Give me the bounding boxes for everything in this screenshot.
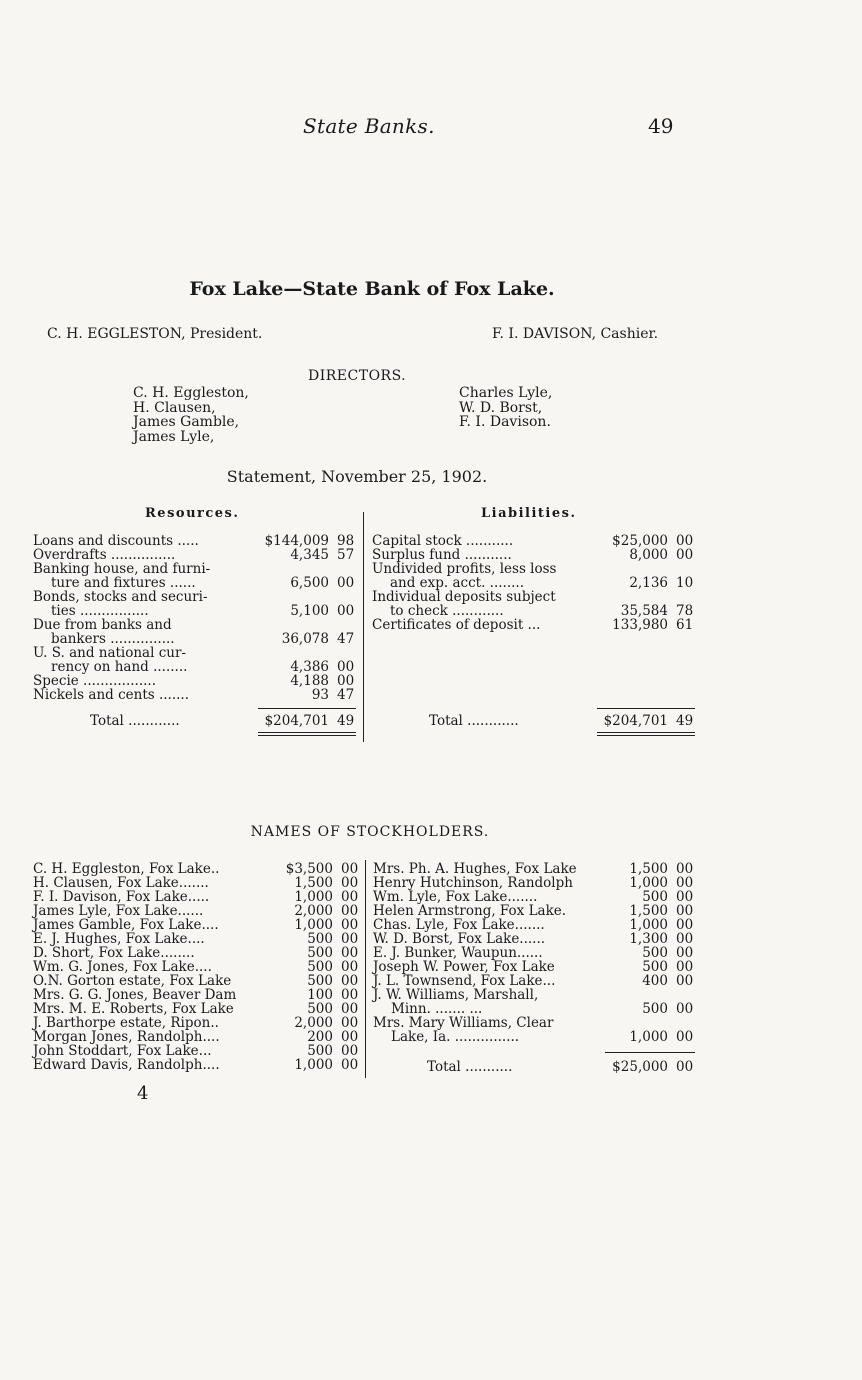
- entry-label: Morgan Jones, Randolph....: [33, 1029, 220, 1045]
- resources-heading: Resources.: [145, 506, 240, 521]
- entry-dollars: 4,386: [290, 659, 329, 675]
- entry-dollars: 1,500: [629, 861, 668, 877]
- stockholder-row: [33, 890, 363, 904]
- stockholder-row: [373, 988, 703, 1016]
- entry-label: Bonds, stocks and securi-: [33, 589, 208, 605]
- president: C. H. EGGLESTON, President.: [47, 326, 263, 342]
- total-dollars: $204,701: [603, 713, 668, 729]
- entry-cents: 00: [341, 959, 359, 975]
- entry-label: H. Clausen, Fox Lake.......: [33, 875, 209, 891]
- entry-dollars: 500: [642, 889, 668, 905]
- total-double-rule: [258, 735, 356, 736]
- bank-title: Fox Lake—State Bank of Fox Lake.: [189, 278, 555, 300]
- resource-row: [33, 562, 358, 590]
- entry-dollars: 1,000: [294, 1057, 333, 1073]
- stockholders-column-divider: [365, 860, 366, 1078]
- entry-cents: 00: [341, 973, 359, 989]
- entry-cents: 00: [341, 1001, 359, 1017]
- entry-cents: 00: [676, 945, 694, 961]
- sum-rule: [597, 708, 695, 709]
- entry-label: rency on hand ........: [51, 659, 188, 675]
- entry-label: Surplus fund ...........: [372, 547, 512, 563]
- folio-signature: 4: [137, 1083, 149, 1104]
- stockholder-row: [373, 876, 703, 890]
- entry-cents: 00: [676, 959, 694, 975]
- liability-row: [372, 590, 697, 618]
- entry-label: Mrs. Mary Williams, Clear: [373, 1015, 554, 1031]
- stockholder-row: [373, 946, 703, 960]
- entry-dollars: 200: [307, 1029, 333, 1045]
- entry-label: C. H. Eggleston, Fox Lake..: [33, 861, 220, 877]
- entry-label: Mrs. M. E. Roberts, Fox Lake: [33, 1001, 234, 1017]
- entry-cents: 00: [341, 945, 359, 961]
- entry-dollars: 2,000: [294, 1015, 333, 1031]
- entry-label: Chas. Lyle, Fox Lake.......: [373, 917, 545, 933]
- entry-dollars: 500: [642, 959, 668, 975]
- entry-dollars: 5,100: [290, 603, 329, 619]
- total-double-rule: [258, 732, 356, 733]
- entry-cents: 00: [676, 903, 694, 919]
- entry-label: J. L. Townsend, Fox Lake...: [373, 973, 556, 989]
- directors-left-list: [133, 386, 249, 444]
- entry-dollars: 500: [307, 1001, 333, 1017]
- stockholder-row: [373, 1016, 703, 1044]
- entry-cents: 00: [676, 875, 694, 891]
- stockholder-row: [33, 918, 363, 932]
- cashier: F. I. DAVISON, Cashier.: [492, 326, 659, 342]
- entry-label: ties ................: [51, 603, 149, 619]
- entry-label: W. D. Borst, Fox Lake......: [373, 931, 546, 947]
- entry-cents: 10: [676, 575, 694, 591]
- entry-cents: 00: [676, 1001, 694, 1017]
- entry-dollars: 1,300: [629, 931, 668, 947]
- entry-label: Edward Davis, Randolph....: [33, 1057, 220, 1073]
- liability-row: [372, 618, 697, 632]
- total-cents: 49: [676, 713, 694, 729]
- director-name: Charles Lyle,: [459, 385, 553, 401]
- entry-cents: 00: [676, 533, 694, 549]
- entry-dollars: 500: [642, 1001, 668, 1017]
- total-row: [372, 714, 697, 728]
- entry-dollars: 35,584: [620, 603, 668, 619]
- stockholder-row: [33, 1016, 363, 1030]
- entry-label: bankers ...............: [51, 631, 175, 647]
- stockholder-row: [33, 1044, 363, 1058]
- stockholder-row: [33, 1058, 363, 1072]
- entry-cents: 78: [676, 603, 694, 619]
- director-name: C. H. Eggleston,: [133, 385, 249, 401]
- directors-heading: DIRECTORS.: [308, 368, 407, 384]
- entry-label: E. J. Hughes, Fox Lake....: [33, 931, 205, 947]
- entry-cents: 00: [676, 973, 694, 989]
- total-cents: 00: [676, 1059, 694, 1075]
- entry-dollars: 8,000: [629, 547, 668, 563]
- entry-label: Undivided profits, less loss: [372, 561, 557, 577]
- entry-dollars: 1,500: [629, 903, 668, 919]
- entry-cents: 00: [341, 1043, 359, 1059]
- stockholder-row: [33, 862, 363, 876]
- liability-row: [372, 562, 697, 590]
- entry-dollars: 1,000: [629, 917, 668, 933]
- entry-label: Wm. Lyle, Fox Lake.......: [373, 889, 538, 905]
- entry-dollars: 4,188: [290, 673, 329, 689]
- liability-row: [372, 534, 697, 548]
- director-name: F. I. Davison.: [459, 414, 551, 430]
- entry-cents: 00: [676, 547, 694, 563]
- entry-dollars: 133,980: [612, 617, 668, 633]
- entry-dollars: 400: [642, 973, 668, 989]
- resource-row: [33, 674, 358, 688]
- entry-dollars: 500: [307, 945, 333, 961]
- running-title: State Banks.: [303, 114, 435, 138]
- entry-dollars: 4,345: [290, 547, 329, 563]
- sum-rule: [605, 1052, 695, 1053]
- stockholder-row: [33, 988, 363, 1002]
- total-dollars: $204,701: [264, 713, 329, 729]
- entry-dollars: 1,000: [294, 889, 333, 905]
- stockholder-row: [33, 960, 363, 974]
- director-name: W. D. Borst,: [459, 399, 543, 416]
- stockholder-row: [373, 904, 703, 918]
- total-double-rule: [597, 732, 695, 733]
- entry-label: Joseph W. Power, Fox Lake: [373, 959, 555, 975]
- stockholder-row: [33, 946, 363, 960]
- entry-cents: 00: [341, 875, 359, 891]
- entry-dollars: 500: [642, 945, 668, 961]
- total-row: [373, 1060, 703, 1074]
- statement-date: Statement, November 25, 1902.: [226, 467, 488, 486]
- entry-label: D. Short, Fox Lake........: [33, 945, 195, 961]
- entry-cents: 61: [676, 617, 694, 633]
- entry-dollars: 500: [307, 931, 333, 947]
- entry-dollars: 1,000: [629, 875, 668, 891]
- stockholder-row: [33, 974, 363, 988]
- entry-label: Helen Armstrong, Fox Lake.: [373, 903, 567, 919]
- resource-row: [33, 688, 358, 702]
- total-row: [33, 714, 358, 728]
- entry-dollars: 36,078: [281, 631, 329, 647]
- entry-label: Loans and discounts .....: [33, 533, 199, 549]
- total-double-rule: [597, 735, 695, 736]
- entry-cents: 00: [337, 659, 355, 675]
- entry-label: Henry Hutchinson, Randolph: [373, 875, 573, 891]
- entry-label: J. Barthorpe estate, Ripon..: [33, 1015, 219, 1031]
- entry-cents: 00: [341, 987, 359, 1003]
- entry-cents: 00: [341, 889, 359, 905]
- stockholder-row: [373, 862, 703, 876]
- director-name: James Gamble,: [133, 414, 240, 430]
- liability-row: [372, 548, 697, 562]
- stockholder-row: [33, 932, 363, 946]
- entry-label: Banking house, and furni-: [33, 561, 211, 577]
- entry-dollars: 500: [307, 1043, 333, 1059]
- entry-dollars: 1,000: [294, 917, 333, 933]
- entry-cents: 00: [341, 917, 359, 933]
- entry-cents: 00: [676, 1029, 694, 1045]
- stockholders-heading: NAMES OF STOCKHOLDERS.: [250, 824, 490, 840]
- entry-dollars: 6,500: [290, 575, 329, 591]
- entry-label: Certificates of deposit ...: [372, 617, 541, 633]
- total-label: Total ...........: [427, 1059, 513, 1075]
- resource-row: [33, 590, 358, 618]
- entry-label: F. I. Davison, Fox Lake.....: [33, 889, 210, 905]
- directors-right-list: [459, 386, 552, 430]
- entry-cents: 00: [337, 673, 355, 689]
- stockholder-row: [33, 1030, 363, 1044]
- stockholder-row: [373, 890, 703, 904]
- entry-label: James Gamble, Fox Lake....: [33, 917, 219, 933]
- director-name: James Lyle,: [133, 428, 215, 445]
- entry-cents: 00: [337, 575, 355, 591]
- entry-cents: 00: [341, 861, 359, 877]
- entry-label: to check ............: [390, 603, 504, 619]
- entry-label: Wm. G. Jones, Fox Lake....: [33, 959, 212, 975]
- entry-dollars: 2,000: [294, 903, 333, 919]
- entry-dollars: 500: [307, 973, 333, 989]
- entry-dollars: 93: [311, 687, 329, 703]
- resource-row: [33, 548, 358, 562]
- total-label: Total ............: [90, 713, 180, 729]
- entry-dollars: $25,000: [612, 533, 668, 549]
- entry-dollars: 2,136: [629, 575, 668, 591]
- stockholder-row: [373, 974, 703, 988]
- entry-cents: 47: [337, 687, 355, 703]
- statement-column-divider: [363, 512, 364, 742]
- entry-cents: 00: [341, 903, 359, 919]
- entry-dollars: 100: [307, 987, 333, 1003]
- running-head: [0, 114, 862, 140]
- entry-cents: 00: [341, 1015, 359, 1031]
- entry-label: Specie .................: [33, 673, 156, 689]
- entry-dollars: 500: [307, 959, 333, 975]
- entry-cents: 00: [676, 917, 694, 933]
- entry-cents: 00: [676, 931, 694, 947]
- stockholder-row: [373, 918, 703, 932]
- stockholder-row: [33, 876, 363, 890]
- entry-cents: 47: [337, 631, 355, 647]
- resource-row: [33, 534, 358, 548]
- entry-dollars: 1,000: [629, 1029, 668, 1045]
- entry-label: Capital stock ...........: [372, 533, 514, 549]
- entry-label: John Stoddart, Fox Lake...: [33, 1043, 212, 1059]
- entry-label: ture and fixtures ......: [51, 575, 196, 591]
- total-dollars: $25,000: [612, 1059, 668, 1075]
- entry-cents: 00: [341, 1029, 359, 1045]
- page-number: 49: [648, 114, 674, 138]
- entry-cents: 00: [676, 889, 694, 905]
- entry-cents: 00: [337, 603, 355, 619]
- total-label: Total ............: [429, 713, 519, 729]
- entry-label: James Lyle, Fox Lake......: [33, 903, 204, 919]
- entry-label: and exp. acct. ........: [390, 575, 525, 591]
- entry-label: Overdrafts ...............: [33, 547, 176, 563]
- stockholder-row: [33, 904, 363, 918]
- entry-dollars: $3,500: [285, 861, 333, 877]
- total-cents: 49: [337, 713, 355, 729]
- entry-label: U. S. and national cur-: [33, 645, 186, 661]
- stockholder-row: [373, 932, 703, 946]
- entry-label: Nickels and cents .......: [33, 687, 190, 703]
- entry-cents: 57: [337, 547, 355, 563]
- resource-row: [33, 618, 358, 646]
- entry-label: Due from banks and: [33, 617, 172, 633]
- entry-label: Lake, Ia. ...............: [391, 1029, 520, 1045]
- entry-label: E. J. Bunker, Waupun......: [373, 945, 543, 961]
- resource-row: [33, 646, 358, 674]
- entry-dollars: 1,500: [294, 875, 333, 891]
- entry-cents: 00: [341, 1057, 359, 1073]
- stockholder-row: [33, 1002, 363, 1016]
- entry-label: J. W. Williams, Marshall,: [373, 987, 539, 1003]
- entry-label: O.N. Gorton estate, Fox Lake: [33, 973, 232, 989]
- director-name: H. Clausen,: [133, 399, 216, 416]
- entry-label: Minn. ....... ...: [391, 1001, 483, 1017]
- sum-rule: [258, 708, 356, 709]
- entry-dollars: $144,009: [264, 533, 329, 549]
- entry-label: Mrs. G. G. Jones, Beaver Dam: [33, 987, 237, 1003]
- entry-cents: 00: [676, 861, 694, 877]
- entry-label: Individual deposits subject: [372, 589, 556, 605]
- entry-cents: 00: [341, 931, 359, 947]
- stockholder-row: [373, 960, 703, 974]
- entry-cents: 98: [337, 533, 355, 549]
- liabilities-heading: Liabilities.: [481, 506, 577, 521]
- entry-label: Mrs. Ph. A. Hughes, Fox Lake: [373, 861, 577, 877]
